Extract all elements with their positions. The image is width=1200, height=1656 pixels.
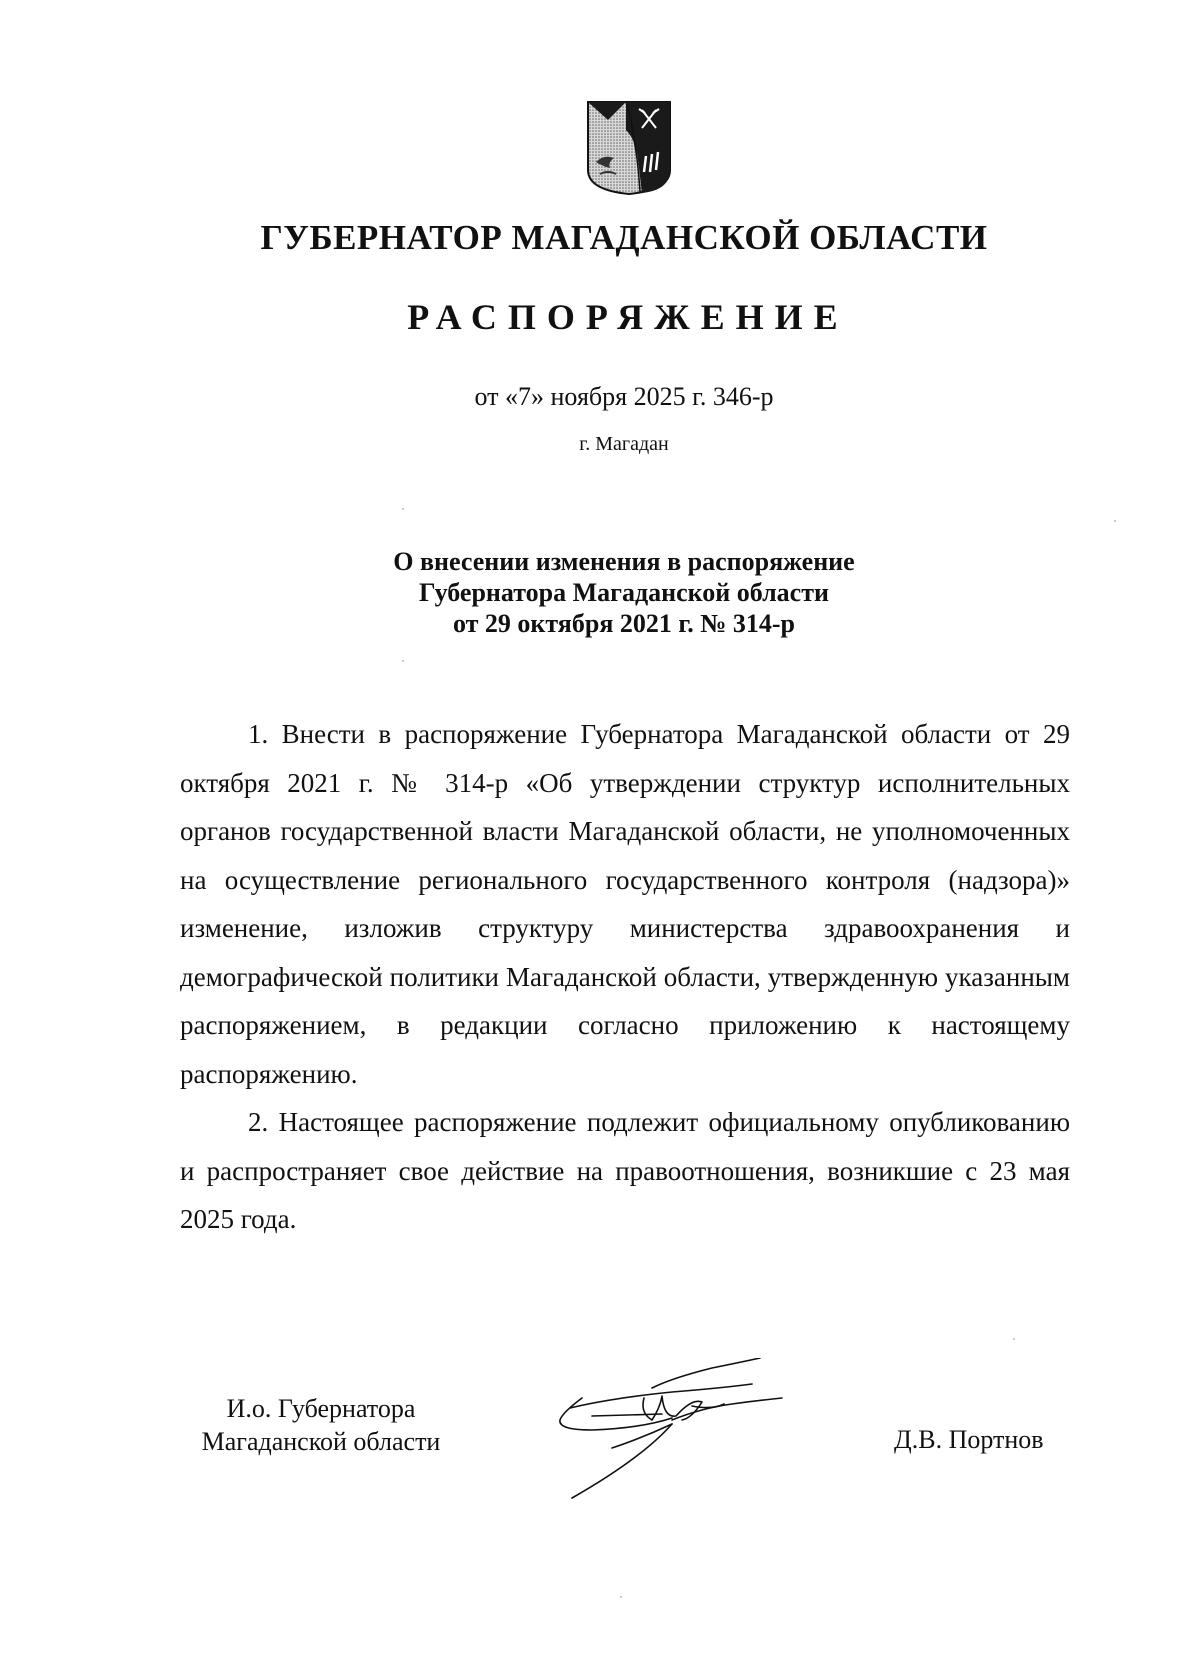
signatory-title [186,1392,456,1458]
body-paragraph: 1. Внести в распоряжение Губернатора Магаданской области от 29 октября 2021 г. № 314-р «Об утверждении структур исполнительных органов государственной власти Магаданской области, не уполномоченных на осуществление регионального государственного контроля (надзора)» изменение, изложив структуру министерства здравоохранения и демографической политики Магаданской области, утвержденную указанным распоряжением, в редакции согласно приложению к настоящему распоряжению. [180,719,1070,1089]
signatory-name: Д.В. Портнов [894,1425,1044,1454]
issuing-authority-heading: ГУБЕРНАТОР МАГАДАНСКОЙ ОБЛАСТИ [260,218,988,257]
document-date-number: от «7» ноября 2025 г. 346-р [474,382,774,411]
handwritten-signature [552,1358,812,1508]
subject-line: О внесении изменения в распоряжение [393,547,855,576]
body-paragraph: 2. Настоящее распоряжение подлежит официальному опубликованию и распространяет свое действие на правоотношения, возникшие с 23 мая 2025 года. [180,1107,1070,1234]
scan-speck [402,508,404,510]
document-type-heading: РАСПОРЯЖЕНИЕ [407,297,849,337]
scan-speck [620,1596,622,1598]
signatory-title-line: Магаданской области [201,1427,441,1456]
subject-line: от 29 октября 2021 г. № 314-р [452,609,796,638]
subject-line: Губернатора Магаданской области [419,578,829,607]
coat-of-arms-emblem [586,100,672,196]
scan-speck [402,660,404,662]
signatory-title-line: И.о. Губернатора [226,1394,416,1423]
document-body [180,710,1070,1244]
document-subject [0,546,1200,639]
document-city: г. Магадан [579,433,669,455]
scan-speck [1114,520,1116,522]
scan-speck [1013,1338,1015,1340]
